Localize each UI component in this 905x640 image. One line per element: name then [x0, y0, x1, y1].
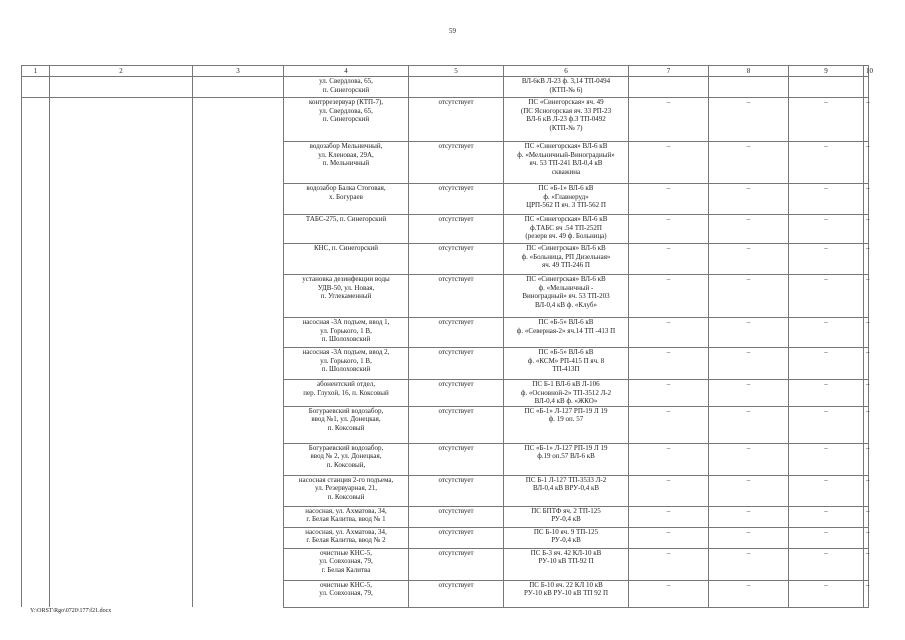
status-cell: отсутствует — [409, 142, 504, 184]
cell-col-3 — [193, 580, 284, 607]
object-cell — [284, 244, 409, 275]
object-cell-line: п. Синегорский — [322, 85, 370, 94]
column-header-9: 9 — [789, 66, 864, 77]
object-cell-line: ул. Кленовая, 29А, — [318, 150, 374, 159]
value-cell-7: – — [629, 527, 709, 548]
value-cell-7: – — [629, 244, 709, 275]
power-source-cell — [504, 77, 629, 98]
cell-col-2 — [50, 527, 193, 548]
object-cell — [284, 275, 409, 318]
object-cell — [284, 98, 409, 142]
table-body — [22, 77, 869, 608]
object-cell-line: ввод №1, ул. Донецкая, — [311, 415, 381, 423]
object-cell-line: г. Белая Калитва, ввод № 1 — [306, 515, 386, 523]
power-source-cell-line: ПС «Синегрская» ВЛ-6 кВ — [526, 244, 606, 252]
power-source-cell — [504, 475, 629, 506]
cell-col-2 — [50, 506, 193, 527]
cell-col-3 — [193, 215, 284, 244]
object-cell — [284, 348, 409, 380]
power-source-cell-line: ф. 19 оп. 57 — [548, 415, 584, 423]
power-source-cell-line: ф. «Больница, РП Дизельная» — [521, 252, 611, 261]
power-source-cell — [504, 580, 629, 607]
value-cell-7: – — [629, 184, 709, 215]
status-cell: отсутствует — [409, 244, 504, 275]
status-cell: отсутствует — [409, 527, 504, 548]
value-cell-10: – — [864, 318, 869, 348]
value-cell-8: – — [709, 380, 789, 407]
column-header-1: 1 — [22, 66, 50, 77]
power-source-cell — [504, 406, 629, 443]
value-cell-9: – — [789, 380, 864, 407]
power-source-cell-line: ПС БПТФ яч. 2 ТП-125 — [531, 506, 601, 515]
table-row — [22, 548, 869, 580]
power-source-cell-line: ЦРП-562 П яч. 3 ТП-562 П — [526, 201, 606, 209]
status-cell: отсутствует — [409, 215, 504, 244]
power-source-cell-line: (резерв яч. 49 ф. Больница) — [525, 232, 607, 240]
cell-col-2 — [50, 275, 193, 318]
value-cell-9: – — [789, 548, 864, 580]
cell-col-1 — [22, 98, 50, 142]
cell-col-3 — [193, 527, 284, 548]
power-source-cell-line: ф. «Мельничный - — [538, 283, 594, 292]
power-source-cell-line: РУ-10 кВ РУ-10 кВ ТП 92 П — [523, 589, 609, 597]
object-cell-line: КНС, п. Синегорский — [313, 244, 379, 252]
object-cell-line: УДВ-50, ул. Новая, — [317, 283, 375, 292]
table-row — [22, 215, 869, 244]
value-cell-8: – — [709, 580, 789, 607]
power-source-cell-line: Виноградный» яч. 53 ТП-203 — [522, 292, 610, 300]
cell-col-1 — [22, 215, 50, 244]
value-cell-8: – — [709, 184, 789, 215]
value-cell-7: – — [629, 348, 709, 380]
value-cell-8: – — [709, 475, 789, 506]
column-header-8: 8 — [709, 66, 789, 77]
cell-col-1 — [22, 443, 50, 475]
power-source-cell-line: РУ-10 кВ ТП-92 П — [538, 557, 594, 565]
cell-col-3 — [193, 77, 284, 98]
cell-col-1 — [22, 548, 50, 580]
value-cell-7: – — [629, 580, 709, 607]
power-source-cell — [504, 548, 629, 580]
object-cell — [284, 506, 409, 527]
object-cell — [284, 318, 409, 348]
cell-col-2 — [50, 244, 193, 275]
table-row — [22, 380, 869, 407]
power-source-cell-line: ВЛ-0,4 кВ ф. «Клуб» — [535, 300, 597, 309]
cell-col-1 — [22, 348, 50, 380]
column-header-3: 3 — [193, 66, 284, 77]
cell-col-2 — [50, 184, 193, 215]
cell-col-3 — [193, 443, 284, 475]
value-cell-7: – — [629, 380, 709, 407]
cell-col-1 — [22, 380, 50, 407]
power-source-cell-line: ПС «Б-1» Л-127 РП-19 Л 19 — [524, 406, 608, 415]
power-source-cell-line: ТП-413П — [552, 365, 580, 373]
value-cell-9: – — [789, 475, 864, 506]
cell-col-1 — [22, 142, 50, 184]
cell-col-2 — [50, 548, 193, 580]
value-cell-9: – — [789, 506, 864, 527]
power-source-cell-line: скважина — [551, 167, 581, 176]
power-source-cell-line: ПС «Синегорская» ВЛ-6 кВ — [524, 142, 608, 150]
table-row — [22, 506, 869, 527]
power-source-cell-line: ПС «Б-5» ВЛ-6 кВ — [538, 318, 594, 326]
value-cell-10: – — [864, 98, 869, 142]
object-cell-line: Богураевский водозабор, — [308, 406, 384, 415]
power-source-cell — [504, 348, 629, 380]
object-cell — [284, 548, 409, 580]
power-source-cell — [504, 318, 629, 348]
object-cell-line: п. Синегорский — [322, 115, 370, 123]
column-header-6: 6 — [504, 66, 629, 77]
value-cell-9: – — [789, 244, 864, 275]
object-cell-line: насосная -3А подъем, ввод 2, — [302, 348, 390, 356]
table-row — [22, 475, 869, 506]
cell-col-2 — [50, 580, 193, 607]
cell-col-3 — [193, 244, 284, 275]
power-source-cell-line: ПС «Синегрская» ВЛ-6 кВ — [526, 275, 606, 283]
data-table — [21, 65, 873, 608]
power-source-cell-line: ПС «Б-1» ВЛ-6 кВ — [538, 184, 594, 192]
object-cell-line: насосная станция 2-го подъема, — [298, 475, 394, 484]
object-cell-line: п. Шолоховский — [321, 335, 371, 343]
cell-col-1 — [22, 244, 50, 275]
value-cell-10: – — [864, 244, 869, 275]
power-source-cell — [504, 443, 629, 475]
object-cell-line: ул. Совхозная, 79, — [319, 557, 373, 565]
status-cell: отсутствует — [409, 184, 504, 215]
cell-col-1 — [22, 475, 50, 506]
power-source-cell — [504, 215, 629, 244]
status-cell: отсутствует — [409, 98, 504, 142]
power-source-cell-line: ПС Б-1 Л-127 ТП-3533 Л-2 — [525, 475, 607, 484]
column-header-7: 7 — [629, 66, 709, 77]
power-source-cell-line: яч. 49 ТП-246 П — [542, 261, 590, 269]
cell-col-2 — [50, 380, 193, 407]
cell-col-3 — [193, 380, 284, 407]
value-cell-9: – — [789, 527, 864, 548]
power-source-cell — [504, 506, 629, 527]
value-cell-8: – — [709, 527, 789, 548]
value-cell-10: – — [864, 348, 869, 380]
value-cell-7: – — [629, 443, 709, 475]
value-cell-10: – — [864, 380, 869, 407]
object-cell-line: пер. Глухой, 16, п. Коксовый — [303, 388, 389, 397]
object-cell-line: контррезервуар (КТП-7), — [308, 98, 384, 106]
power-source-cell — [504, 275, 629, 318]
table-row — [22, 580, 869, 607]
object-cell-line: установка дезинфекции воды — [302, 275, 390, 283]
object-cell — [284, 443, 409, 475]
value-cell-7: – — [629, 215, 709, 244]
cell-col-3 — [193, 142, 284, 184]
value-cell-7: – — [629, 506, 709, 527]
object-cell-line: насосная, ул. Ахматова, 34, — [305, 506, 387, 515]
object-cell — [284, 215, 409, 244]
value-cell-10: – — [864, 475, 869, 506]
value-cell-9: – — [789, 98, 864, 142]
value-cell-10 — [864, 77, 869, 98]
table-row — [22, 406, 869, 443]
table-row — [22, 348, 869, 380]
value-cell-10: – — [864, 184, 869, 215]
header-row — [22, 66, 869, 77]
table-row — [22, 98, 869, 142]
power-source-cell-line: (КТП-№ 6) — [549, 85, 583, 94]
object-cell-line: ул. Совхозная, 79, — [319, 589, 373, 597]
power-source-cell-line: ПС Б-10 яч. 9 ТП-125 — [533, 527, 599, 536]
table-row — [22, 318, 869, 348]
value-cell-8: – — [709, 98, 789, 142]
cell-col-2 — [50, 318, 193, 348]
cell-col-2 — [50, 443, 193, 475]
value-cell-8: – — [709, 275, 789, 318]
column-header-5: 5 — [409, 66, 504, 77]
value-cell-7: – — [629, 475, 709, 506]
object-cell-line: ул. Горького, 1 В, — [320, 356, 372, 365]
object-cell — [284, 184, 409, 215]
power-source-cell-line: (ПС Ясногорская яч. 33 РП-23 — [520, 106, 612, 115]
value-cell-7: – — [629, 98, 709, 142]
object-cell-line: очистные КНС-5, — [319, 548, 373, 557]
value-cell-10: – — [864, 443, 869, 475]
object-cell-line: п. Мельничный — [322, 159, 370, 167]
status-cell: отсутствует — [409, 380, 504, 407]
power-source-cell-line: ВЛ-6 кВ Л-23 ф.3 ТП-0492 — [526, 115, 606, 123]
cell-col-2 — [50, 475, 193, 506]
cell-col-2 — [50, 98, 193, 142]
object-cell — [284, 142, 409, 184]
cell-col-1 — [22, 527, 50, 548]
object-cell-line: ул. Свердлова, 65, — [319, 106, 373, 115]
object-cell-line: насосная, ул. Ахматова, 34, — [305, 527, 387, 536]
power-source-cell-line: ф.ТАБС яч .54 ТП-252П — [530, 223, 602, 232]
table-row — [22, 443, 869, 475]
value-cell-7: – — [629, 142, 709, 184]
status-cell: отсутствует — [409, 475, 504, 506]
power-source-cell-line: ПС Б-10 яч. 22 КЛ 10 кВ — [529, 580, 603, 589]
table-row — [22, 527, 869, 548]
object-cell-line: г. Белая Калитва — [321, 565, 371, 574]
status-cell: отсутствует — [409, 443, 504, 475]
value-cell-9: – — [789, 580, 864, 607]
column-header-4: 4 — [284, 66, 409, 77]
status-cell: отсутствует — [409, 275, 504, 318]
cell-col-3 — [193, 406, 284, 443]
power-source-cell-line: ПС Б-3 яч. 42 КЛ-10 кВ — [530, 548, 602, 557]
power-source-cell-line: ф. «Главнеруд» — [543, 192, 589, 201]
power-source-cell-line: ПС «Б-1» Л-127 РП-19 Л 19 — [524, 443, 608, 452]
object-cell-line: абонентский отдел, — [317, 380, 375, 388]
cell-col-2 — [50, 348, 193, 380]
object-cell-line: г. Белая Калитва, ввод № 2 — [306, 536, 386, 544]
value-cell-8: – — [709, 348, 789, 380]
table-row — [22, 77, 869, 98]
power-source-cell-line: ВЛ-0,4 кВ ф. «ЖКО» — [534, 397, 598, 405]
object-cell — [284, 527, 409, 548]
power-source-cell-line: ВЛ-6кВ Л-23 ф. 3,14 ТП-0494 — [521, 77, 611, 85]
power-source-cell-line: ВЛ-0,4 кВ ВРУ-0,4 кВ — [532, 484, 600, 492]
object-cell — [284, 406, 409, 443]
value-cell-10: – — [864, 406, 869, 443]
column-header-10: 10 — [864, 66, 869, 77]
page-number: 59 — [449, 27, 456, 35]
value-cell-7 — [629, 77, 709, 98]
power-source-cell — [504, 184, 629, 215]
power-source-cell-line: ПС Б-1 ВЛ-6 кВ Л-106 — [532, 380, 600, 388]
cell-col-1 — [22, 184, 50, 215]
status-cell: отсутствует — [409, 406, 504, 443]
power-source-cell-line: ПС «Синегорская» ВЛ-6 кВ — [524, 215, 608, 223]
object-cell-line: п. Шолоховский — [321, 365, 371, 373]
value-cell-9: – — [789, 348, 864, 380]
power-source-cell-line: ф. «Основной-2» ТП-3512 Л-2 — [520, 388, 612, 397]
value-cell-7: – — [629, 548, 709, 580]
object-cell-line: ул. Горького, 1 В, — [320, 326, 372, 335]
value-cell-8: – — [709, 548, 789, 580]
value-cell-8: – — [709, 406, 789, 443]
status-cell: отсутствует — [409, 318, 504, 348]
status-cell: отсутствует — [409, 506, 504, 527]
value-cell-8: – — [709, 506, 789, 527]
value-cell-9: – — [789, 443, 864, 475]
object-cell-line: ул. Резервуарная, 21, — [315, 484, 377, 492]
table-row — [22, 142, 869, 184]
cell-col-1 — [22, 506, 50, 527]
power-source-cell-line: (КТП-№ 7) — [549, 123, 583, 132]
value-cell-8: – — [709, 443, 789, 475]
value-cell-9: – — [789, 215, 864, 244]
value-cell-10: – — [864, 215, 869, 244]
value-cell-8: – — [709, 244, 789, 275]
value-cell-8: – — [709, 142, 789, 184]
object-cell — [284, 580, 409, 607]
power-source-cell — [504, 98, 629, 142]
power-source-cell-line: ф.19 оп.57 ВЛ-6 кВ — [537, 452, 595, 460]
table-row — [22, 244, 869, 275]
cell-col-2 — [50, 142, 193, 184]
power-source-cell-line: ПС «Синегорская» яч. 49 — [528, 98, 604, 106]
object-cell-line: водозабор Балка Стоговая, — [306, 184, 386, 192]
object-cell-line: п. Углекаменный — [320, 292, 372, 300]
value-cell-10: – — [864, 548, 869, 580]
value-cell-10: – — [864, 506, 869, 527]
object-cell-line: ввод № 2, ул. Донецкая, — [310, 452, 382, 460]
cell-col-1 — [22, 580, 50, 607]
power-source-cell-line: ф. «Мельничный-Виноградный» — [517, 150, 615, 159]
cell-col-3 — [193, 475, 284, 506]
power-source-cell-line: РУ-0,4 кВ — [551, 515, 581, 523]
value-cell-7: – — [629, 406, 709, 443]
footer-file-path: Y:\ORST\Rgo\0720\177\f21.docx — [30, 608, 112, 614]
power-source-cell-line: ф. «КСМ» РП-415 П яч. 8 — [527, 356, 605, 365]
value-cell-8 — [709, 77, 789, 98]
power-source-cell-line: яч. 53 ТП-241 ВЛ-0,4 кВ — [529, 159, 603, 167]
object-cell-line: Богураевский водозабор, — [308, 443, 384, 452]
value-cell-9: – — [789, 184, 864, 215]
value-cell-10: – — [864, 142, 869, 184]
value-cell-8: – — [709, 318, 789, 348]
value-cell-10: – — [864, 275, 869, 318]
cell-col-1 — [22, 77, 50, 98]
power-source-cell-line: ф. «Северная-2» яч.14 ТП -413 П — [516, 326, 616, 335]
column-header-2: 2 — [50, 66, 193, 77]
cell-col-3 — [193, 506, 284, 527]
object-cell-line: очистные КНС-5, — [319, 580, 373, 589]
cell-col-3 — [193, 184, 284, 215]
value-cell-8: – — [709, 215, 789, 244]
cell-col-1 — [22, 275, 50, 318]
object-cell-line: п. Коксовый — [327, 423, 365, 432]
object-cell — [284, 77, 409, 98]
value-cell-10: – — [864, 527, 869, 548]
status-cell: отсутствует — [409, 580, 504, 607]
object-cell-line: п. Коксовый, — [326, 460, 366, 469]
power-source-cell — [504, 244, 629, 275]
value-cell-9 — [789, 77, 864, 98]
status-cell — [409, 77, 504, 98]
value-cell-7: – — [629, 318, 709, 348]
cell-col-3 — [193, 318, 284, 348]
object-cell-line: ул. Свердлова, 65, — [319, 77, 373, 85]
cell-col-3 — [193, 275, 284, 318]
cell-col-1 — [22, 406, 50, 443]
object-cell-line: ТАБС-275, п. Синегорский — [305, 215, 387, 223]
object-cell-line: водозабор Мельничный, — [309, 142, 383, 150]
power-source-cell — [504, 527, 629, 548]
value-cell-9: – — [789, 275, 864, 318]
power-source-cell — [504, 142, 629, 184]
table-row — [22, 184, 869, 215]
status-cell: отсутствует — [409, 348, 504, 380]
value-cell-9: – — [789, 406, 864, 443]
value-cell-10: – — [864, 580, 869, 607]
cell-col-3 — [193, 548, 284, 580]
cell-col-2 — [50, 215, 193, 244]
value-cell-9: – — [789, 142, 864, 184]
object-cell-line: х. Богураев — [329, 192, 363, 201]
cell-col-2 — [50, 406, 193, 443]
table-row — [22, 275, 869, 318]
value-cell-9: – — [789, 318, 864, 348]
status-cell: отсутствует — [409, 548, 504, 580]
cell-col-3 — [193, 98, 284, 142]
object-cell — [284, 380, 409, 407]
object-cell-line: насосная -3А подъем, ввод 1, — [302, 318, 390, 326]
object-cell-line: п. Коксовый — [327, 492, 365, 501]
power-source-cell — [504, 380, 629, 407]
value-cell-7: – — [629, 275, 709, 318]
cell-col-2 — [50, 77, 193, 98]
cell-col-3 — [193, 348, 284, 380]
object-cell — [284, 475, 409, 506]
power-source-cell-line: РУ-0,4 кВ — [551, 536, 581, 544]
cell-col-1 — [22, 318, 50, 348]
power-source-cell-line: ПС «Б-5» ВЛ-6 кВ — [538, 348, 594, 356]
